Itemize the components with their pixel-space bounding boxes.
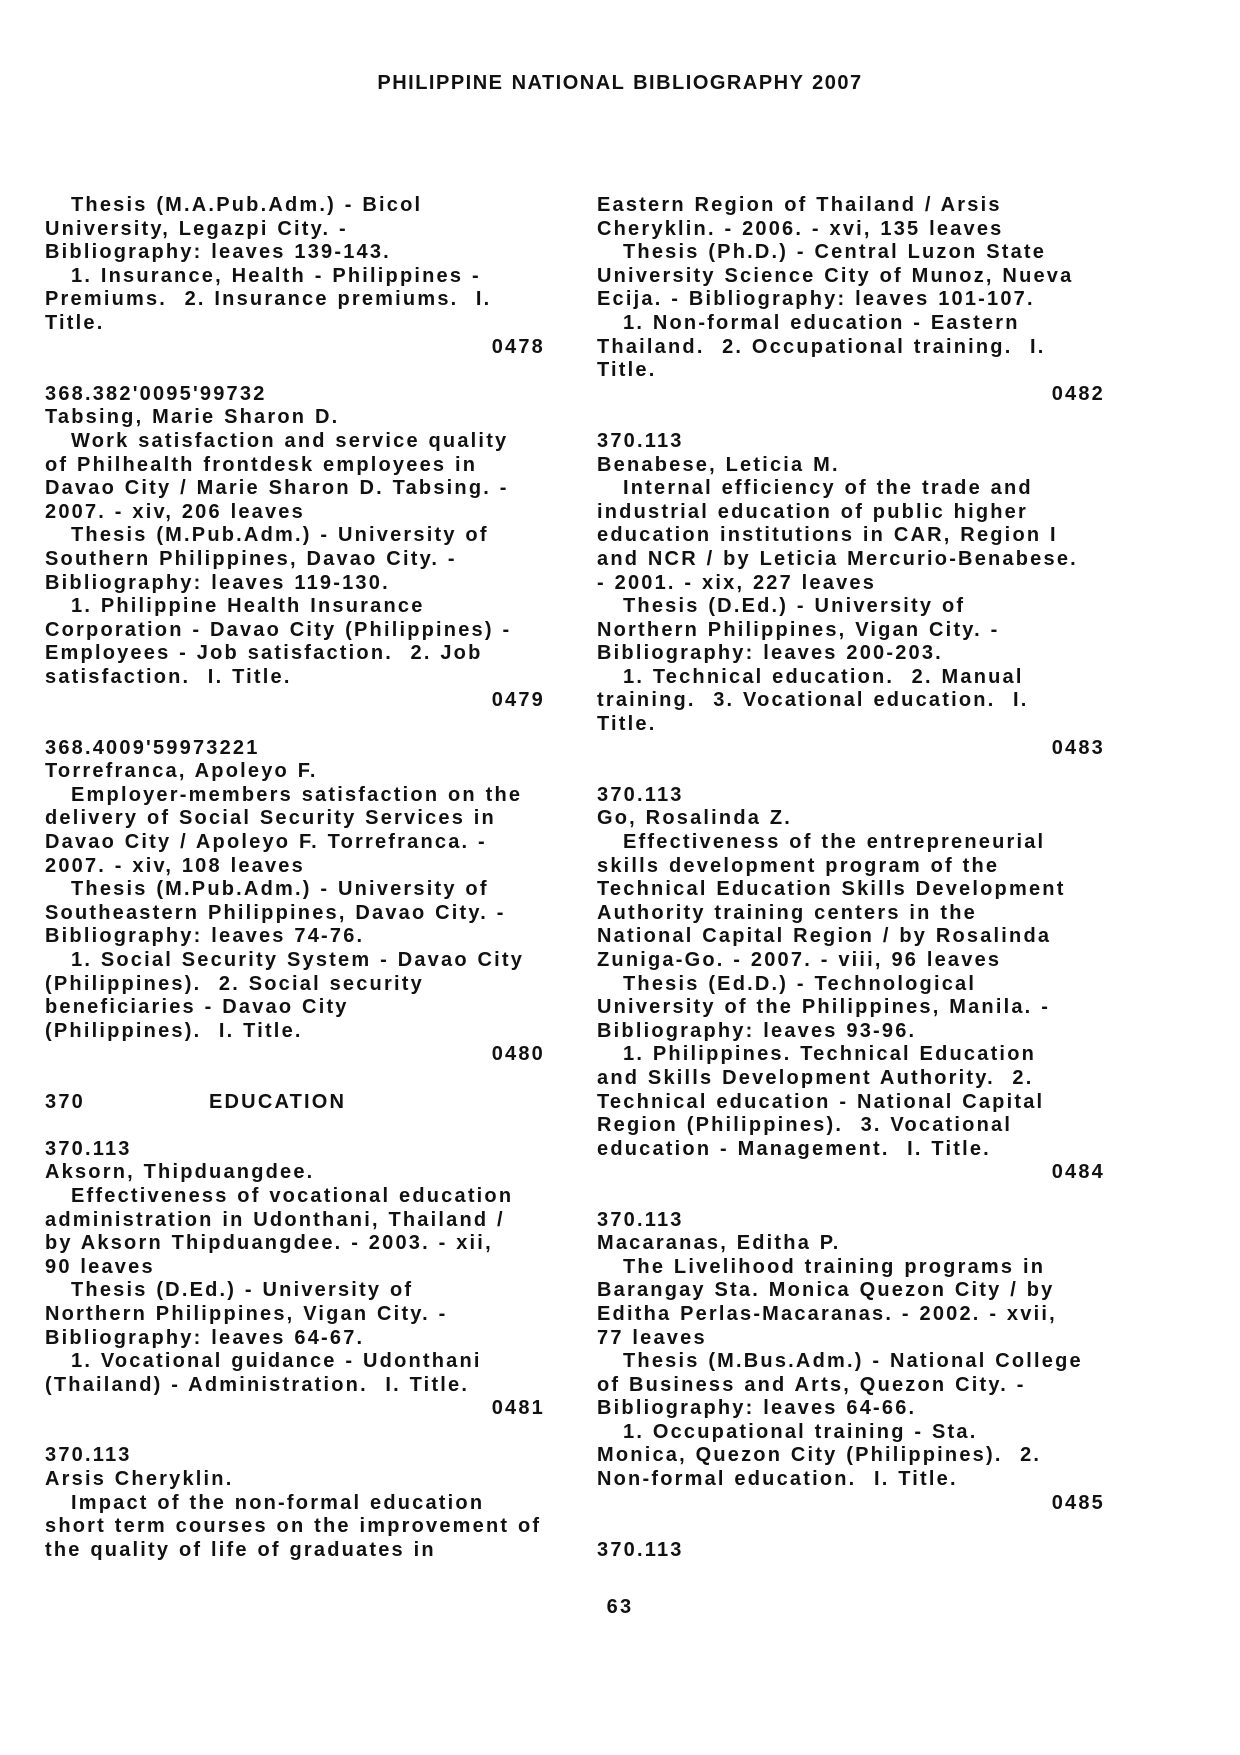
- entry-line: administration in Udonthani, Thailand /: [45, 1208, 505, 1231]
- entry-line: Aksorn, Thipduangdee.: [45, 1161, 315, 1184]
- entry-line: 368.4009'59973221: [45, 736, 260, 759]
- entry-number: 0485: [1051, 1491, 1105, 1514]
- section-code: 370: [45, 1090, 85, 1113]
- entry-line: Barangay Sta. Monica Quezon City / by: [597, 1279, 1055, 1302]
- entry-line: Authority training centers in the: [597, 901, 977, 924]
- entry-line: and Skills Development Authority. 2.: [597, 1066, 1034, 1089]
- entry-line: Technical education - National Capital: [597, 1090, 1045, 1113]
- entry-line: (Philippines). 2. Social security: [45, 972, 424, 995]
- entry-line: 370.113: [45, 1137, 132, 1160]
- entry-line: Tabsing, Marie Sharon D.: [45, 406, 340, 429]
- entry-line: of Business and Arts, Quezon City. -: [597, 1373, 1026, 1396]
- entry-line: Bibliography: leaves 200-203.: [597, 642, 943, 665]
- entry-line-indented: Thesis (M.Pub.Adm.) - University of: [71, 524, 489, 547]
- entry-line: Corporation - Davao City (Philippines) -: [45, 618, 512, 641]
- blank-line: [45, 1067, 545, 1091]
- entry-line: 370.113: [597, 1538, 684, 1561]
- entry-line: Bibliography: leaves 119-130.: [45, 571, 390, 594]
- entry-line: (Thailand) - Administration. I. Title.: [45, 1373, 470, 1396]
- entry-number: 0482: [1051, 382, 1105, 405]
- entry-line: University of the Philippines, Manila. -: [597, 996, 1051, 1019]
- entry-line: 370.113: [597, 783, 684, 806]
- entry-line: 370.113: [597, 429, 684, 452]
- entry-line-indented: Thesis (D.Ed.) - University of: [623, 595, 966, 618]
- entry-line: Thailand. 2. Occupational training. I.: [597, 335, 1046, 358]
- entry-line-indented: 1. Social Security System - Davao City: [71, 949, 525, 971]
- entry-line-indented: Employer-members satisfaction on the: [71, 783, 523, 806]
- entry-line: Bibliography: leaves 93-96.: [597, 1019, 917, 1042]
- entry-line: industrial education of public higher: [597, 500, 1028, 523]
- entry-line-indented: 1. Non-formal education - Eastern: [623, 311, 1020, 334]
- entry-line-indented: Effectiveness of the entrepreneurial: [623, 831, 1046, 854]
- entry-line-indented: Thesis (Ph.D.) - Central Luzon State: [623, 241, 1047, 264]
- entry-line-indented: Effectiveness of vocational education: [71, 1184, 514, 1207]
- entry-line: Southern Philippines, Davao City. -: [45, 547, 457, 570]
- entry-line: Northern Philippines, Vigan City. -: [45, 1302, 448, 1325]
- entry-line: of Philhealth frontdesk employees in: [45, 453, 478, 476]
- entry-line-indented: Thesis (Ed.D.) - Technological: [623, 972, 977, 995]
- blank-line: [597, 1515, 1105, 1539]
- entry-line: Technical Education Skills Development: [597, 878, 1066, 901]
- entry-line: - 2001. - xix, 227 leaves: [597, 571, 877, 594]
- entry-number: 0481: [491, 1397, 545, 1420]
- entry-line: National Capital Region / by Rosalinda: [597, 925, 1052, 948]
- entry-number: 0484: [1051, 1161, 1105, 1184]
- entry-line: Monica, Quezon City (Philippines). 2.: [597, 1444, 1042, 1467]
- entry-line: Region (Philippines). 3. Vocational: [597, 1114, 1013, 1137]
- entry-line: Zuniga-Go. - 2007. - viii, 96 leaves: [597, 949, 1002, 971]
- entry-line: the quality of life of graduates in: [45, 1538, 436, 1561]
- entry-line: Davao City / Marie Sharon D. Tabsing. -: [45, 477, 509, 500]
- entry-line: Employees - Job satisfaction. 2. Job: [45, 642, 483, 665]
- entry-line: University Science City of Munoz, Nueva: [597, 264, 1074, 287]
- left-column: [45, 194, 545, 1562]
- entry-line-indented: 1. Philippines. Technical Education: [623, 1043, 1037, 1066]
- entry-line: Title.: [45, 311, 105, 334]
- right-column: [597, 194, 1105, 1562]
- entry-line: education institutions in CAR, Region I: [597, 524, 1058, 547]
- entry-line: Bibliography: leaves 64-67.: [45, 1326, 365, 1349]
- blank-line: [45, 1114, 545, 1138]
- entry-line: 370.113: [45, 1444, 132, 1467]
- section-heading: [45, 1091, 545, 1115]
- entry-number: 0480: [491, 1043, 545, 1066]
- section-title: EDUCATION: [209, 1090, 347, 1113]
- entry-line: Bibliography: leaves 139-143.: [45, 241, 391, 264]
- entry-line: Title.: [597, 359, 657, 382]
- entry-line: University, Legazpi City. -: [45, 217, 348, 240]
- entry-line: 370.113: [597, 1208, 684, 1231]
- entry-line: 368.382'0095'99732: [45, 382, 267, 405]
- entry-line: training. 3. Vocational education. I.: [597, 689, 1029, 712]
- entry-line-indented: 1. Technical education. 2. Manual: [623, 665, 1024, 688]
- entry-line: satisfaction. I. Title.: [45, 665, 292, 688]
- entry-line: Benabese, Leticia M.: [597, 453, 840, 476]
- blank-line: [45, 713, 545, 737]
- entry-line: Ecija. - Bibliography: leaves 101-107.: [597, 288, 1035, 311]
- entry-line: (Philippines). I. Title.: [45, 1019, 303, 1042]
- entry-line: education - Management. I. Title.: [597, 1137, 991, 1160]
- entry-line: Arsis Cheryklin.: [45, 1468, 234, 1491]
- entry-line: 77 leaves: [597, 1326, 707, 1349]
- entry-line-indented: Thesis (M.Bus.Adm.) - National College: [623, 1350, 1083, 1373]
- blank-line: [45, 359, 545, 383]
- entry-line: Bibliography: leaves 74-76.: [45, 925, 365, 948]
- entry-line: Editha Perlas-Macaranas. - 2002. - xvii,: [597, 1302, 1057, 1325]
- page-header-title: PHILIPPINE NATIONAL BIBLIOGRAPHY 2007: [377, 72, 863, 94]
- page-number: 63: [606, 1596, 634, 1618]
- blank-line: [45, 1421, 545, 1445]
- entry-line-indented: Work satisfaction and service quality: [71, 429, 509, 452]
- entry-line: delivery of Social Security Services in: [45, 807, 496, 830]
- entry-line: beneficiaries - Davao City: [45, 996, 349, 1019]
- entry-line: Go, Rosalinda Z.: [597, 807, 792, 830]
- entry-line-indented: 1. Philippine Health Insurance: [71, 595, 425, 618]
- entry-line: Title.: [597, 713, 657, 736]
- entry-number: 0479: [491, 689, 545, 712]
- entry-line: Cheryklin. - 2006. - xvi, 135 leaves: [597, 217, 1004, 240]
- entry-line: Southeastern Philippines, Davao City. -: [45, 901, 506, 924]
- entry-line-indented: The Livelihood training programs in: [623, 1255, 1046, 1278]
- entry-line-indented: 1. Vocational guidance - Udonthani: [71, 1350, 482, 1373]
- entry-line: Premiums. 2. Insurance premiums. I.: [45, 288, 492, 311]
- entry-number: 0478: [491, 335, 545, 358]
- entry-line: Non-formal education. I. Title.: [597, 1468, 958, 1491]
- entry-line: Torrefranca, Apoleyo F.: [45, 760, 318, 783]
- entry-line-indented: Thesis (D.Ed.) - University of: [71, 1279, 414, 1302]
- blank-line: [597, 760, 1105, 784]
- entry-line: Macaranas, Editha P.: [597, 1232, 841, 1255]
- entry-line-indented: 1. Insurance, Health - Philippines -: [71, 264, 481, 287]
- entry-line: Davao City / Apoleyo F. Torrefranca. -: [45, 831, 487, 854]
- entry-line-indented: Thesis (M.A.Pub.Adm.) - Bicol: [71, 194, 423, 216]
- entry-line-indented: Impact of the non-formal education: [71, 1491, 485, 1514]
- entry-line: and NCR / by Leticia Mercurio-Benabese.: [597, 547, 1078, 570]
- entry-line: Northern Philippines, Vigan City. -: [597, 618, 1000, 641]
- entry-line: Eastern Region of Thailand / Arsis: [597, 194, 1002, 216]
- entry-line: Bibliography: leaves 64-66.: [597, 1397, 917, 1420]
- entry-line: short term courses on the improvement of: [45, 1515, 542, 1538]
- entry-line: skills development program of the: [597, 854, 1000, 877]
- entry-line: 2007. - xiv, 206 leaves: [45, 500, 305, 523]
- entry-line-indented: 1. Occupational training - Sta.: [623, 1420, 978, 1443]
- blank-line: [597, 1185, 1105, 1209]
- entry-line: by Aksorn Thipduangdee. - 2003. - xii,: [45, 1232, 493, 1255]
- entry-line-indented: Internal efficiency of the trade and: [623, 477, 1033, 500]
- entry-number: 0483: [1051, 736, 1105, 759]
- blank-line: [597, 406, 1105, 430]
- entry-line: 90 leaves: [45, 1255, 155, 1278]
- entry-line-indented: Thesis (M.Pub.Adm.) - University of: [71, 878, 489, 901]
- entry-line: 2007. - xiv, 108 leaves: [45, 854, 305, 877]
